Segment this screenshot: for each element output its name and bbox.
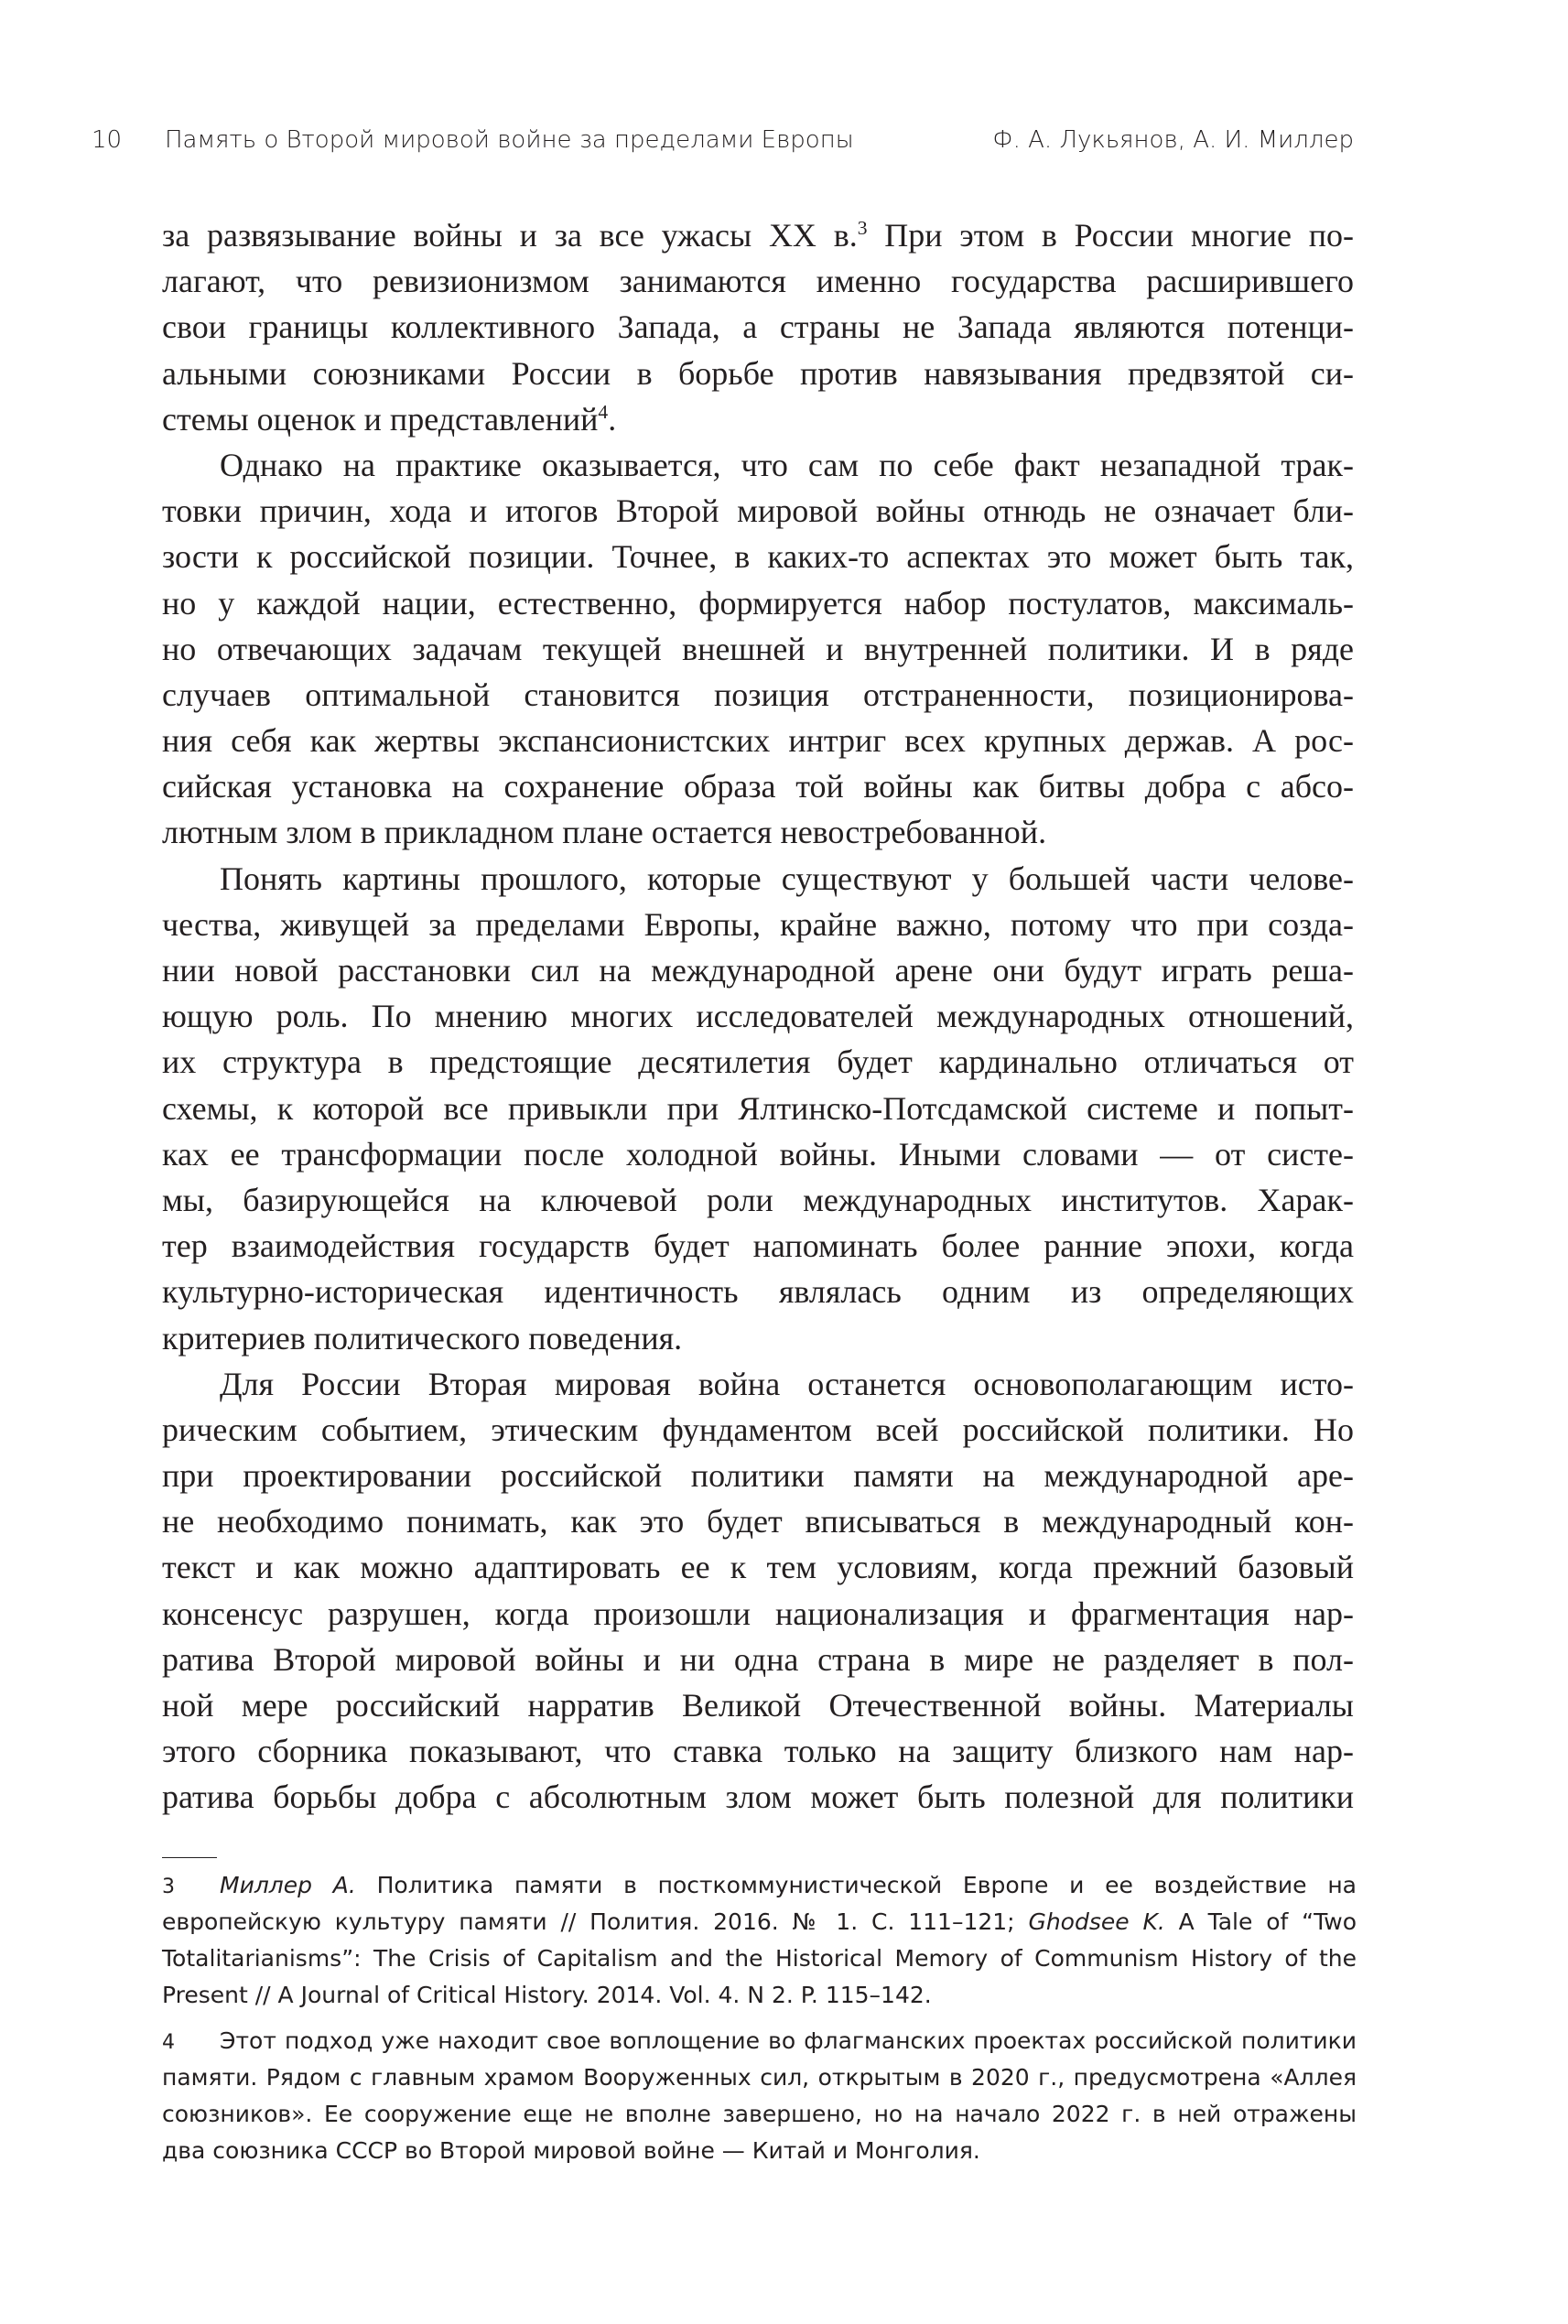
text-line: ющую роль. По мнению многих исследователей международных отношений, bbox=[162, 998, 1354, 1035]
footnote-ref[interactable]: 4 bbox=[598, 400, 609, 423]
text-line: лагают, что ревизионизмом занимаются именно государства расширившего bbox=[162, 263, 1354, 300]
footnote-line: два союзника СССР во Второй мировой войне — Китай и Монголия. bbox=[162, 2137, 980, 2164]
text-line: рическим событием, этическим фундаментом всей российской политики. Но bbox=[162, 1411, 1354, 1448]
text-line: их структура в предстоящие десятилетия будет кардинально отличаться от bbox=[162, 1043, 1354, 1081]
text-line: культурно-историческая идентичность являлась одним из определяющих bbox=[162, 1273, 1354, 1311]
text-line: лютным злом в прикладном плане остается невостребованной. bbox=[162, 814, 1047, 851]
text-line: тер взаимодействия государств будет напоминать более ранние эпохи, когда bbox=[162, 1227, 1354, 1265]
text-line: схемы, к которой все привыкли при Ялтинско-Потсдамской системе и попыт- bbox=[162, 1089, 1354, 1127]
text-line: ках ее трансформации после холодной войны. Иными словами — от систе- bbox=[162, 1135, 1354, 1173]
text-line: но у каждой нации, естественно, формируется набор постулатов, максималь- bbox=[162, 584, 1354, 622]
page-number: 10 bbox=[92, 126, 123, 154]
text-line: случаев оптимальной становится позиция отстраненности, позиционирова- bbox=[162, 676, 1354, 713]
text-line: не необходимо понимать, как это будет вписываться в международный кон- bbox=[162, 1503, 1354, 1540]
running-title: Память о Второй мировой войне за пределами Европы bbox=[165, 126, 854, 154]
text-line: за развязывание войны и за все ужасы XX в.$^3$ При этом в России многие по- bbox=[162, 217, 1354, 254]
text-line: ния себя как жертвы экспансионистских интриг всех крупных держав. А рос- bbox=[162, 722, 1354, 760]
text-line: ной мере российский нарратив Великой Отечественной войны. Материалы bbox=[162, 1687, 1354, 1724]
body-text bbox=[162, 212, 1354, 1821]
text-line: но отвечающих задачам текущей внешней и внутренней политики. И в ряде bbox=[162, 630, 1354, 667]
footnotes bbox=[162, 1867, 1357, 2178]
running-header bbox=[0, 126, 1568, 167]
text-line: Понять картины прошлого, которые существуют у большей части челове- bbox=[220, 859, 1354, 897]
paragraph bbox=[162, 856, 1354, 1361]
text-line: свои границы коллективного Запада, а страны не Запада являются потенци- bbox=[162, 308, 1354, 346]
text-line: консенсус разрушен, когда произошли национализация и фрагментация нар- bbox=[162, 1594, 1354, 1632]
text-line: Для России Вторая мировая война останется основополагающим исто- bbox=[220, 1365, 1354, 1402]
text-line: мы, базирующейся на ключевой роли международных институтов. Харак- bbox=[162, 1181, 1354, 1218]
paragraph bbox=[162, 1361, 1354, 1821]
text-line: альными союзниками России в борьбе против навязывания предвзятой си- bbox=[162, 354, 1354, 392]
text-line: чества, живущей за пределами Европы, крайне важно, потому что при созда- bbox=[162, 905, 1354, 943]
text-line: этого сборника показывают, что ставка только на защиту близкого нам нар- bbox=[162, 1733, 1354, 1770]
footnote-line: 3 Миллер А. Политика памяти в посткоммунистической Европе и ее воздействие на bbox=[162, 1867, 1357, 1904]
text-line: критериев политического поведения. bbox=[162, 1319, 683, 1357]
footnote-3 bbox=[162, 1867, 1357, 2014]
text-line: ратива Второй мировой войны и ни одна страна в мире не разделяет в пол- bbox=[162, 1640, 1354, 1678]
text-line: сийская установка на сохранение образа той войны как битвы добра с абсо- bbox=[162, 768, 1354, 805]
paragraph bbox=[162, 442, 1354, 856]
paragraph bbox=[162, 212, 1354, 442]
footnote-number: 4 bbox=[162, 2031, 175, 2054]
footnote-4 bbox=[162, 2023, 1357, 2169]
footnote-ref[interactable]: 3 bbox=[857, 217, 868, 240]
footnote-line: Totalitarianisms”: The Crisis of Capitalism and the Historical Memory of Communism History of the bbox=[162, 1945, 1357, 1972]
footnote-line: Present // A Journal of Critical History. 2014. Vol. 4. N 2. P. 115–142. bbox=[162, 1982, 932, 2008]
footnote-line: союзников». Ее сооружение еще не вполне завершено, но на начало 2022 г. в ней отражены bbox=[162, 2101, 1357, 2127]
text-line: при проектировании российской политики памяти на международной аре- bbox=[162, 1457, 1354, 1495]
running-authors: Ф. А. Лукьянов, А. И. Миллер bbox=[992, 126, 1354, 154]
footnote-line: 4 Этот подход уже находит свое воплощение во флагманских проектах российской политики bbox=[162, 2023, 1357, 2059]
footnote-separator bbox=[162, 1857, 217, 1858]
text-line: нии новой расстановки сил на международной арене они будут играть реша- bbox=[162, 952, 1354, 989]
text-line: Однако на практике оказывается, что сам по себе факт незападной трак- bbox=[220, 446, 1354, 483]
footnote-line: европейскую культуру памяти // Полития. 2016. № 1. С. 111–121; Ghodsee K. A Tale of “Two bbox=[162, 1908, 1357, 1935]
text-line: стемы оценок и представлений$^4$. bbox=[162, 400, 617, 438]
text-line: зости к российской позиции. Точнее, в каких-то аспектах это может быть так, bbox=[162, 538, 1354, 576]
text-line: ратива борьбы добра с абсолютным злом может быть полезной для политики bbox=[162, 1778, 1354, 1816]
footnote-number: 3 bbox=[162, 1875, 175, 1898]
footnote-line: памяти. Рядом с главным храмом Вооруженных сил, открытым в 2020 г., предусмотрена «Аллея bbox=[162, 2064, 1357, 2091]
text-line: текст и как можно адаптировать ее к тем условиям, когда прежний базовый bbox=[162, 1549, 1354, 1586]
text-line: товки причин, хода и итогов Второй мировой войны отнюдь не означает бли- bbox=[162, 492, 1354, 530]
